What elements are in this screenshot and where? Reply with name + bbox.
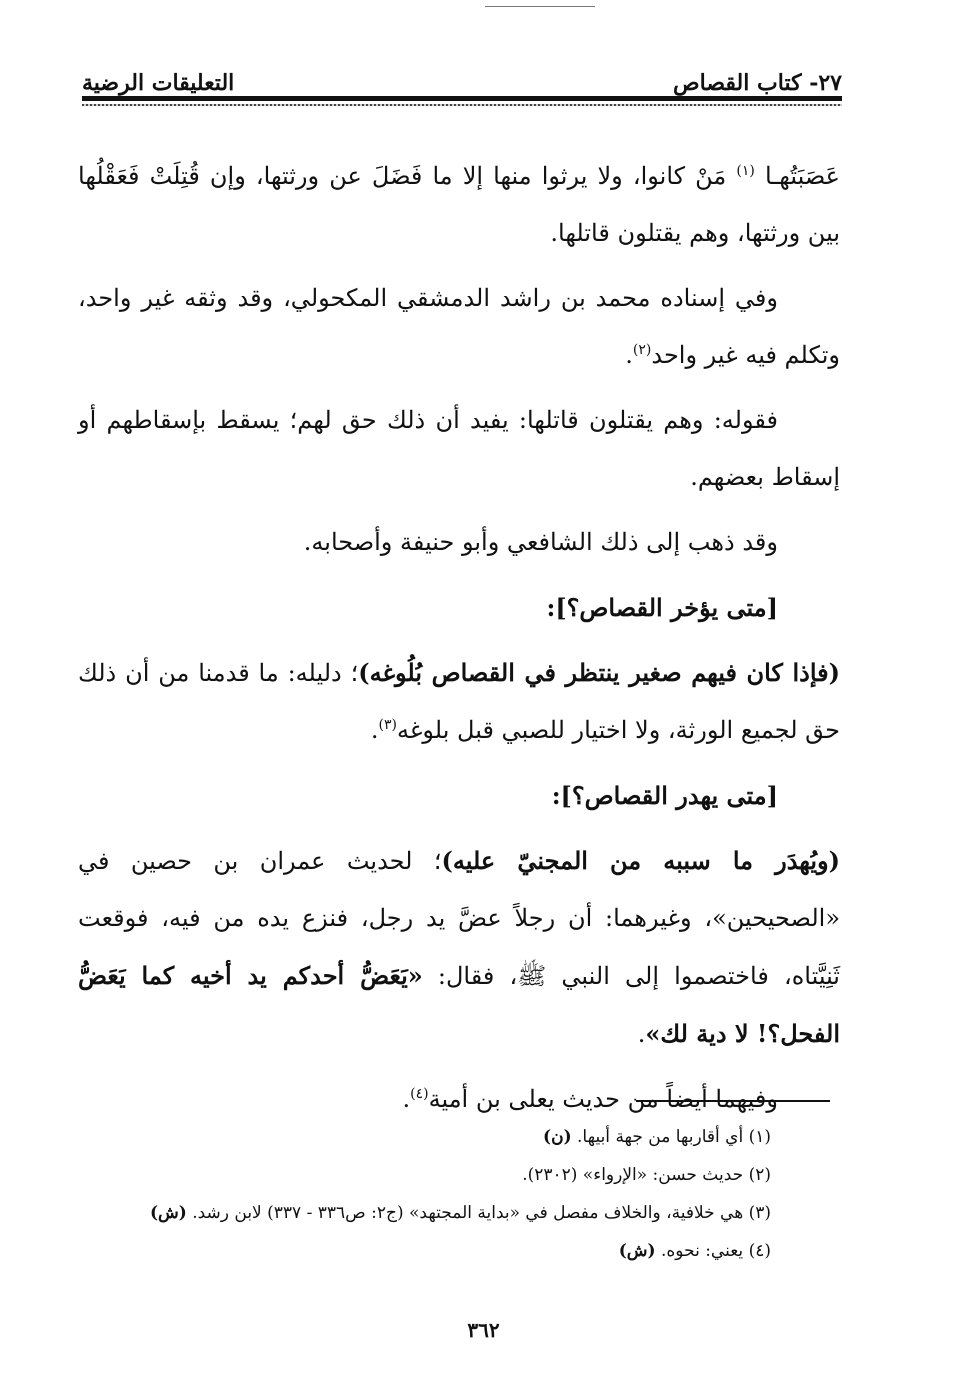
paragraph-6: (ويُهدَر ما سببه من المجنيّ عليه)؛ لحديث عمران بن حصين في «الصحيحين»، وغيرهما: أن رجلاً عضَّ يد رجل، فنزع يده من فيه، فوقعت ثَنِيَّتاه، فاختصموا إلى النبي ﷺ، فقال: «يَعَضُّ أحدكم يد أخيه كما يَعَضُّ الفحل؟! لا دية لك». (78, 846, 840, 1048)
paragraph-5: (فإذا كان فيهم صغير ينتظر في القصاص بُلُوغه)؛ دليله: ما قدمنا من أن ذلك حق لجميع الورثة، ولا اختيار للصبي قبل بلوغه$^{(٣)}$. (78, 658, 840, 744)
header-rule-dotted (82, 104, 842, 106)
chapter-title: ٢٧- كتاب القصاص (673, 70, 842, 96)
paragraph-2: وفي إسناده محمد بن راشد الدمشقي المكحولي، وقد وثقه غير واحد، وتكلم فيه غير واحد$^{(٢)}$. (78, 284, 840, 369)
footnote-1: (١) أي أقاربها من جهة أبيها. (ن) (543, 1127, 771, 1147)
footnotes (71, 1118, 771, 1270)
section-heading-delay: [متى يؤخر القصاص؟]: (546, 593, 778, 622)
footnote-3: (٣) هي خلافية، والخلاف مفصل في «بداية المجتهد» (ج٢: ص٣٣٦ - ٣٣٧) لابن رشد. (ش) (149, 1203, 771, 1223)
footnote-2: (٢) حديث حسن: «الإرواء» (٢٣٠٢). (522, 1165, 771, 1185)
footnote-ref-2: (٢) (632, 342, 652, 358)
footnote-separator (636, 1100, 830, 1102)
footnote-4: (٤) يعني: نحوه. (ش) (618, 1241, 771, 1261)
footnote-ref-4: (٤) (410, 1086, 429, 1102)
section-heading-void: [متى يهدر القصاص؟]: (551, 781, 778, 810)
paragraph-3: فقوله: وهم يقتلون قاتلها: يفيد أن ذلك حق لهم؛ يسقط بإسقاطهم أو إسقاط بعضهم. (78, 406, 840, 491)
book-title: التعليقات الرضية (82, 70, 235, 96)
header-rule (82, 96, 842, 101)
page-number: ٣٦٢ (467, 1318, 500, 1342)
paragraph-4: وقد ذهب إلى ذلك الشافعي وأبو حنيفة وأصحابه. (303, 528, 778, 556)
paragraph-7: وفيهما أيضاً من حديث يعلى بن أمية$^{(٤)}$. (402, 1085, 778, 1113)
paragraph-1: عَصَبَتُهـا $^{(١)}$ مَنْ كانوا، ولا يرثوا منها إلا ما فَضَلَ عن ورثتها، وإن قُتِلَتْ فَعَقْلُها بين ورثتها، وهم يقتلون قاتلها. (78, 162, 840, 247)
footnote-ref-1: (١) (736, 163, 755, 179)
footnote-ref-3: (٣) (378, 717, 397, 733)
top-decorative-rule (485, 6, 595, 7)
main-text (78, 148, 840, 1136)
